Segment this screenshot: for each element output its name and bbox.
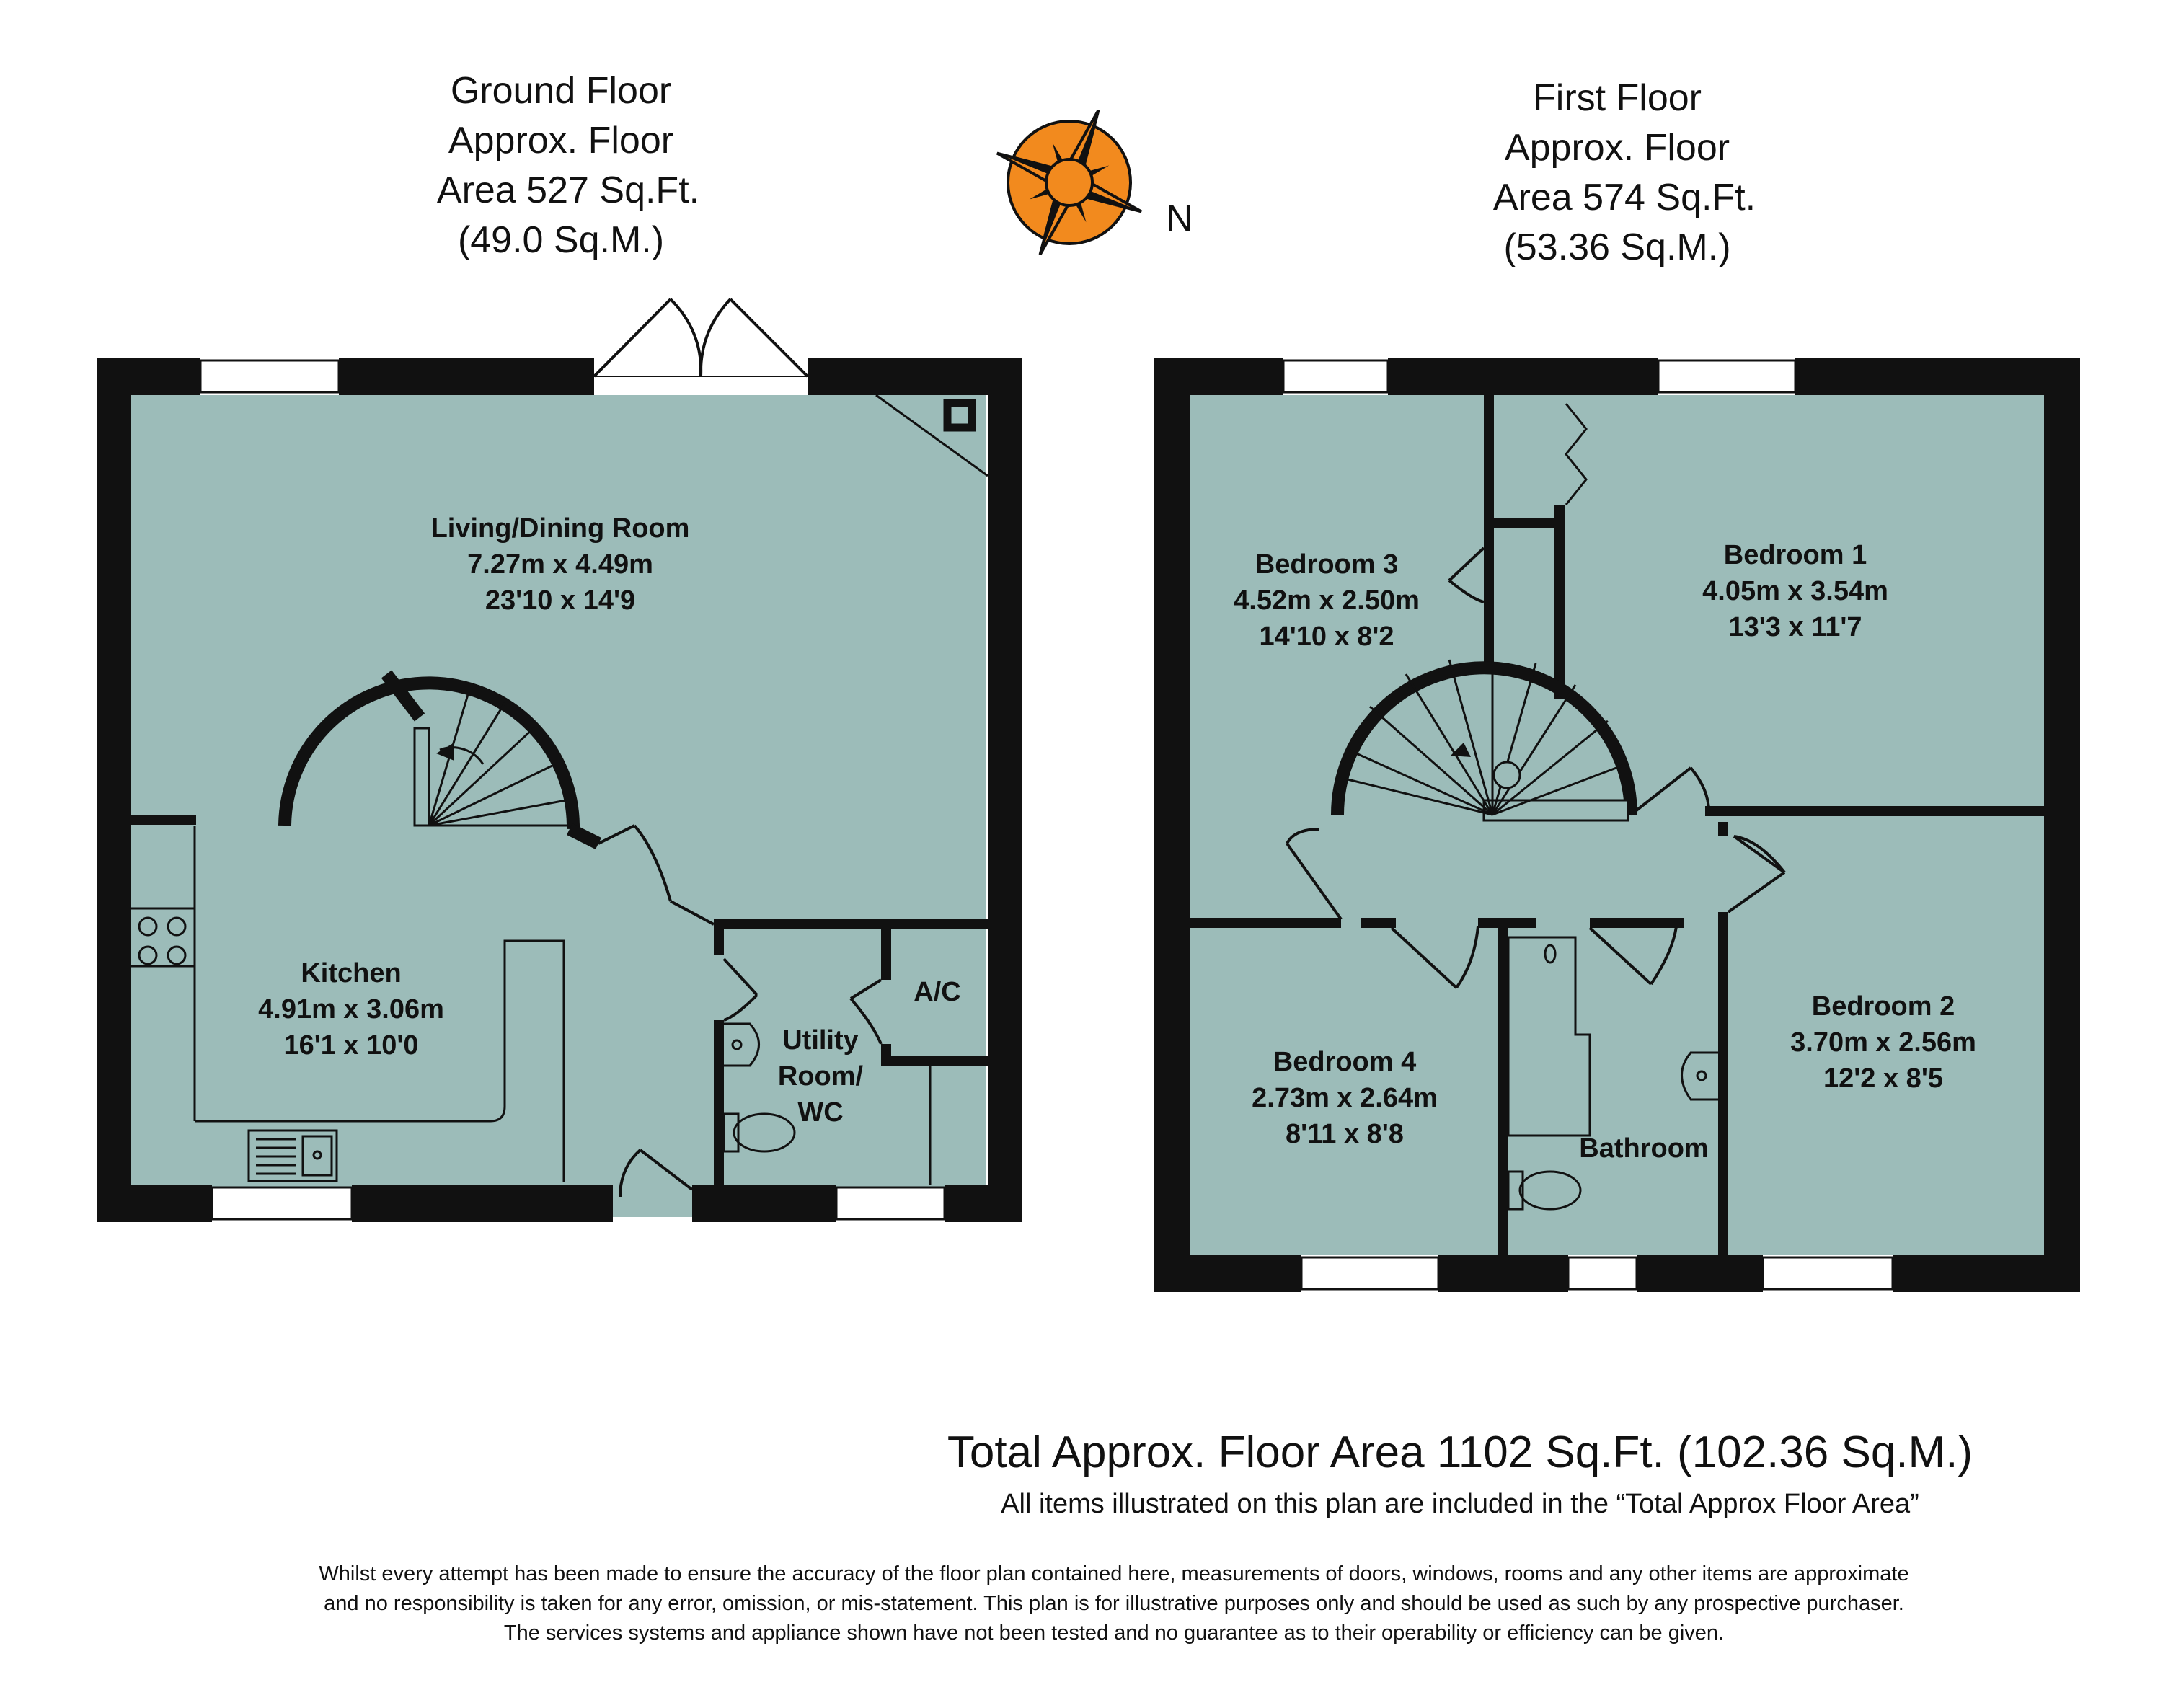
first-floor-plan bbox=[1154, 358, 2080, 1292]
disclaimer-line: and no responsibility is taken for any error, omission, or mis-statement. This plan is for illustrative purposes only and should be used as such by any prospective purchaser. bbox=[324, 1592, 1904, 1615]
room-dimensions-metric: 7.27m x 4.49m bbox=[467, 549, 653, 580]
first-floor-title bbox=[1493, 77, 1756, 268]
room-bedroom-3 bbox=[1234, 549, 1420, 652]
room-bedroom-1 bbox=[1702, 540, 1888, 642]
room-dimensions-metric: 2.73m x 2.64m bbox=[1252, 1083, 1438, 1113]
total-floor-area: Total Approx. Floor Area 1102 Sq.Ft. (102.36 Sq.M.) bbox=[947, 1428, 1973, 1477]
room-dimensions-metric: 4.91m x 3.06m bbox=[258, 994, 444, 1025]
disclaimer bbox=[319, 1562, 1908, 1645]
room-dimensions-metric: 4.52m x 2.50m bbox=[1234, 585, 1420, 616]
room-name: Living/Dining Room bbox=[430, 513, 690, 544]
room-dimensions-imperial: 23'10 x 14'9 bbox=[485, 585, 636, 616]
compass-icon bbox=[968, 81, 1170, 283]
room-name: A/C bbox=[914, 977, 961, 1007]
disclaimer-line: The services systems and appliance shown have not been tested and no guarantee as to their operability or efficiency can be given. bbox=[503, 1621, 1725, 1645]
ground-floor-title-line: Approx. Floor bbox=[448, 120, 674, 161]
room-ac bbox=[914, 977, 960, 1007]
room-dimensions-imperial: 16'1 x 10'0 bbox=[283, 1030, 419, 1061]
room-name: WC bbox=[797, 1097, 844, 1128]
room-name: Bedroom 2 bbox=[1811, 991, 1955, 1022]
included-items-note: All items illustrated on this plan are included in the “Total Approx Floor Area” bbox=[1001, 1489, 1919, 1519]
disclaimer-line: Whilst every attempt has been made to ensure the accuracy of the floor plan contained here, measurements of doors, windows, rooms and any other items are approximate bbox=[319, 1562, 1909, 1585]
room-name: Utility bbox=[782, 1025, 859, 1056]
ground-floor-french-doors bbox=[594, 299, 808, 376]
room-name: Bedroom 3 bbox=[1255, 549, 1399, 580]
room-name: Bedroom 1 bbox=[1723, 540, 1867, 570]
compass-north-label: N bbox=[1166, 198, 1193, 239]
ground-floor-plan bbox=[97, 299, 1022, 1222]
first-floor-title-line: Approx. Floor bbox=[1504, 127, 1730, 169]
first-floor-title-line: (53.36 Sq.M.) bbox=[1503, 226, 1731, 268]
room-dimensions-metric: 4.05m x 3.54m bbox=[1702, 576, 1888, 606]
room-name: Bathroom bbox=[1579, 1133, 1709, 1164]
room-dimensions-metric: 3.70m x 2.56m bbox=[1790, 1027, 1976, 1058]
room-name: Bedroom 4 bbox=[1273, 1047, 1417, 1077]
room-dimensions-imperial: 12'2 x 8'5 bbox=[1823, 1063, 1943, 1094]
ground-floor-title-line: Area 527 Sq.Ft. bbox=[436, 169, 700, 211]
room-bathroom bbox=[1579, 1133, 1708, 1164]
room-name: Kitchen bbox=[301, 958, 402, 988]
ground-floor-title-line: Ground Floor bbox=[450, 70, 672, 112]
ground-floor-title-line: (49.0 Sq.M.) bbox=[457, 219, 665, 261]
room-name: Room/ bbox=[777, 1061, 864, 1092]
room-dimensions-imperial: 13'3 x 11'7 bbox=[1728, 612, 1862, 642]
first-floor-title-line: First Floor bbox=[1533, 77, 1702, 119]
first-floor-title-line: Area 574 Sq.Ft. bbox=[1492, 177, 1756, 218]
room-dimensions-imperial: 8'11 x 8'8 bbox=[1286, 1119, 1404, 1149]
ground-floor-title bbox=[437, 70, 699, 261]
room-dimensions-imperial: 14'10 x 8'2 bbox=[1259, 621, 1394, 652]
